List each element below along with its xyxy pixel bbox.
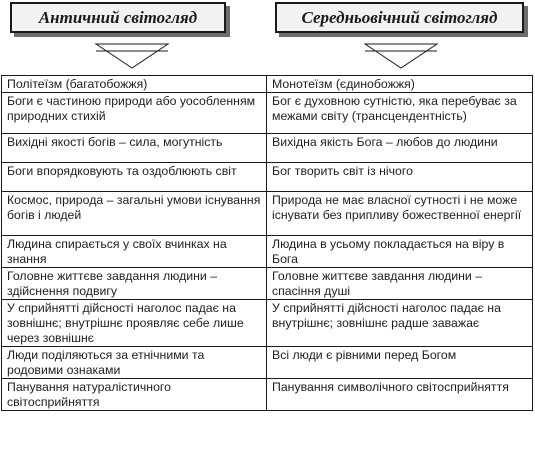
- medieval-cell: У сприйнятті дійсності наголос падає на внутрішнє; зовнішнє радше заважає: [267, 300, 533, 347]
- table-row: [2, 300, 533, 347]
- table-row: [2, 268, 533, 300]
- antique-cell: Головне життєве завдання людини – здійснення подвигу: [2, 268, 267, 300]
- antique-cell: У сприйнятті дійсності наголос падає на зовнішнє; внутрішнє проявляє себе лише через зовнішнє: [2, 300, 267, 347]
- table-row: [2, 134, 533, 163]
- antique-cell: Людина спирається у своїх вчинках на знання: [2, 236, 267, 268]
- medieval-cell: Вихідна якість Бога – любов до людини: [267, 134, 533, 163]
- antique-worldview-title: Античний світогляд: [38, 7, 198, 27]
- table-row: [2, 236, 533, 268]
- antique-cell: Панування натуралістичного світосприйняття: [2, 379, 267, 411]
- down-triangle-icon: [363, 42, 439, 70]
- table-row: [2, 192, 533, 236]
- antique-cell: Вихідні якості богів – сила, могутність: [2, 134, 267, 163]
- medieval-cell: Людина в усьому покладається на віру в Бога: [267, 236, 533, 268]
- antique-cell: Космос, природа – загальні умови існування богів і людей: [2, 192, 267, 236]
- medieval-cell: Головне життєве завдання людини – спасіння душі: [267, 268, 533, 300]
- antique-cell: Боги впорядковують та оздоблюють світ: [2, 163, 267, 192]
- table-row: [2, 76, 533, 93]
- down-triangle-icon: [94, 42, 170, 70]
- medieval-cell: Всі люди є рівними перед Богом: [267, 347, 533, 379]
- medieval-cell: Монотеїзм (єдинобожжя): [267, 76, 533, 93]
- table-row: [2, 347, 533, 379]
- medieval-cell: Панування символічного світосприйняття: [267, 379, 533, 411]
- antique-cell: Люди поділяються за етнічними та родовими ознаками: [2, 347, 267, 379]
- table-row: [2, 163, 533, 192]
- medieval-cell: Бог творить світ із нічого: [267, 163, 533, 192]
- antique-cell: Боги є частиною природи або уособленням природних стихій: [2, 93, 267, 134]
- antique-cell: Політеїзм (багатобожжя): [2, 76, 267, 93]
- medieval-worldview-header: [275, 2, 524, 33]
- antique-worldview-header: [10, 2, 226, 33]
- table-row: [2, 93, 533, 134]
- worldview-comparison-table: [1, 75, 533, 411]
- medieval-cell: Бог є духовною сутністю, яка перебуває за межами світу (трансцендентність): [267, 93, 533, 134]
- medieval-cell: Природа не має власної сутності і не може існувати без припливу божественної енергії: [267, 192, 533, 236]
- table-row: [2, 379, 533, 411]
- medieval-worldview-title: Середньовічний світогляд: [301, 7, 498, 27]
